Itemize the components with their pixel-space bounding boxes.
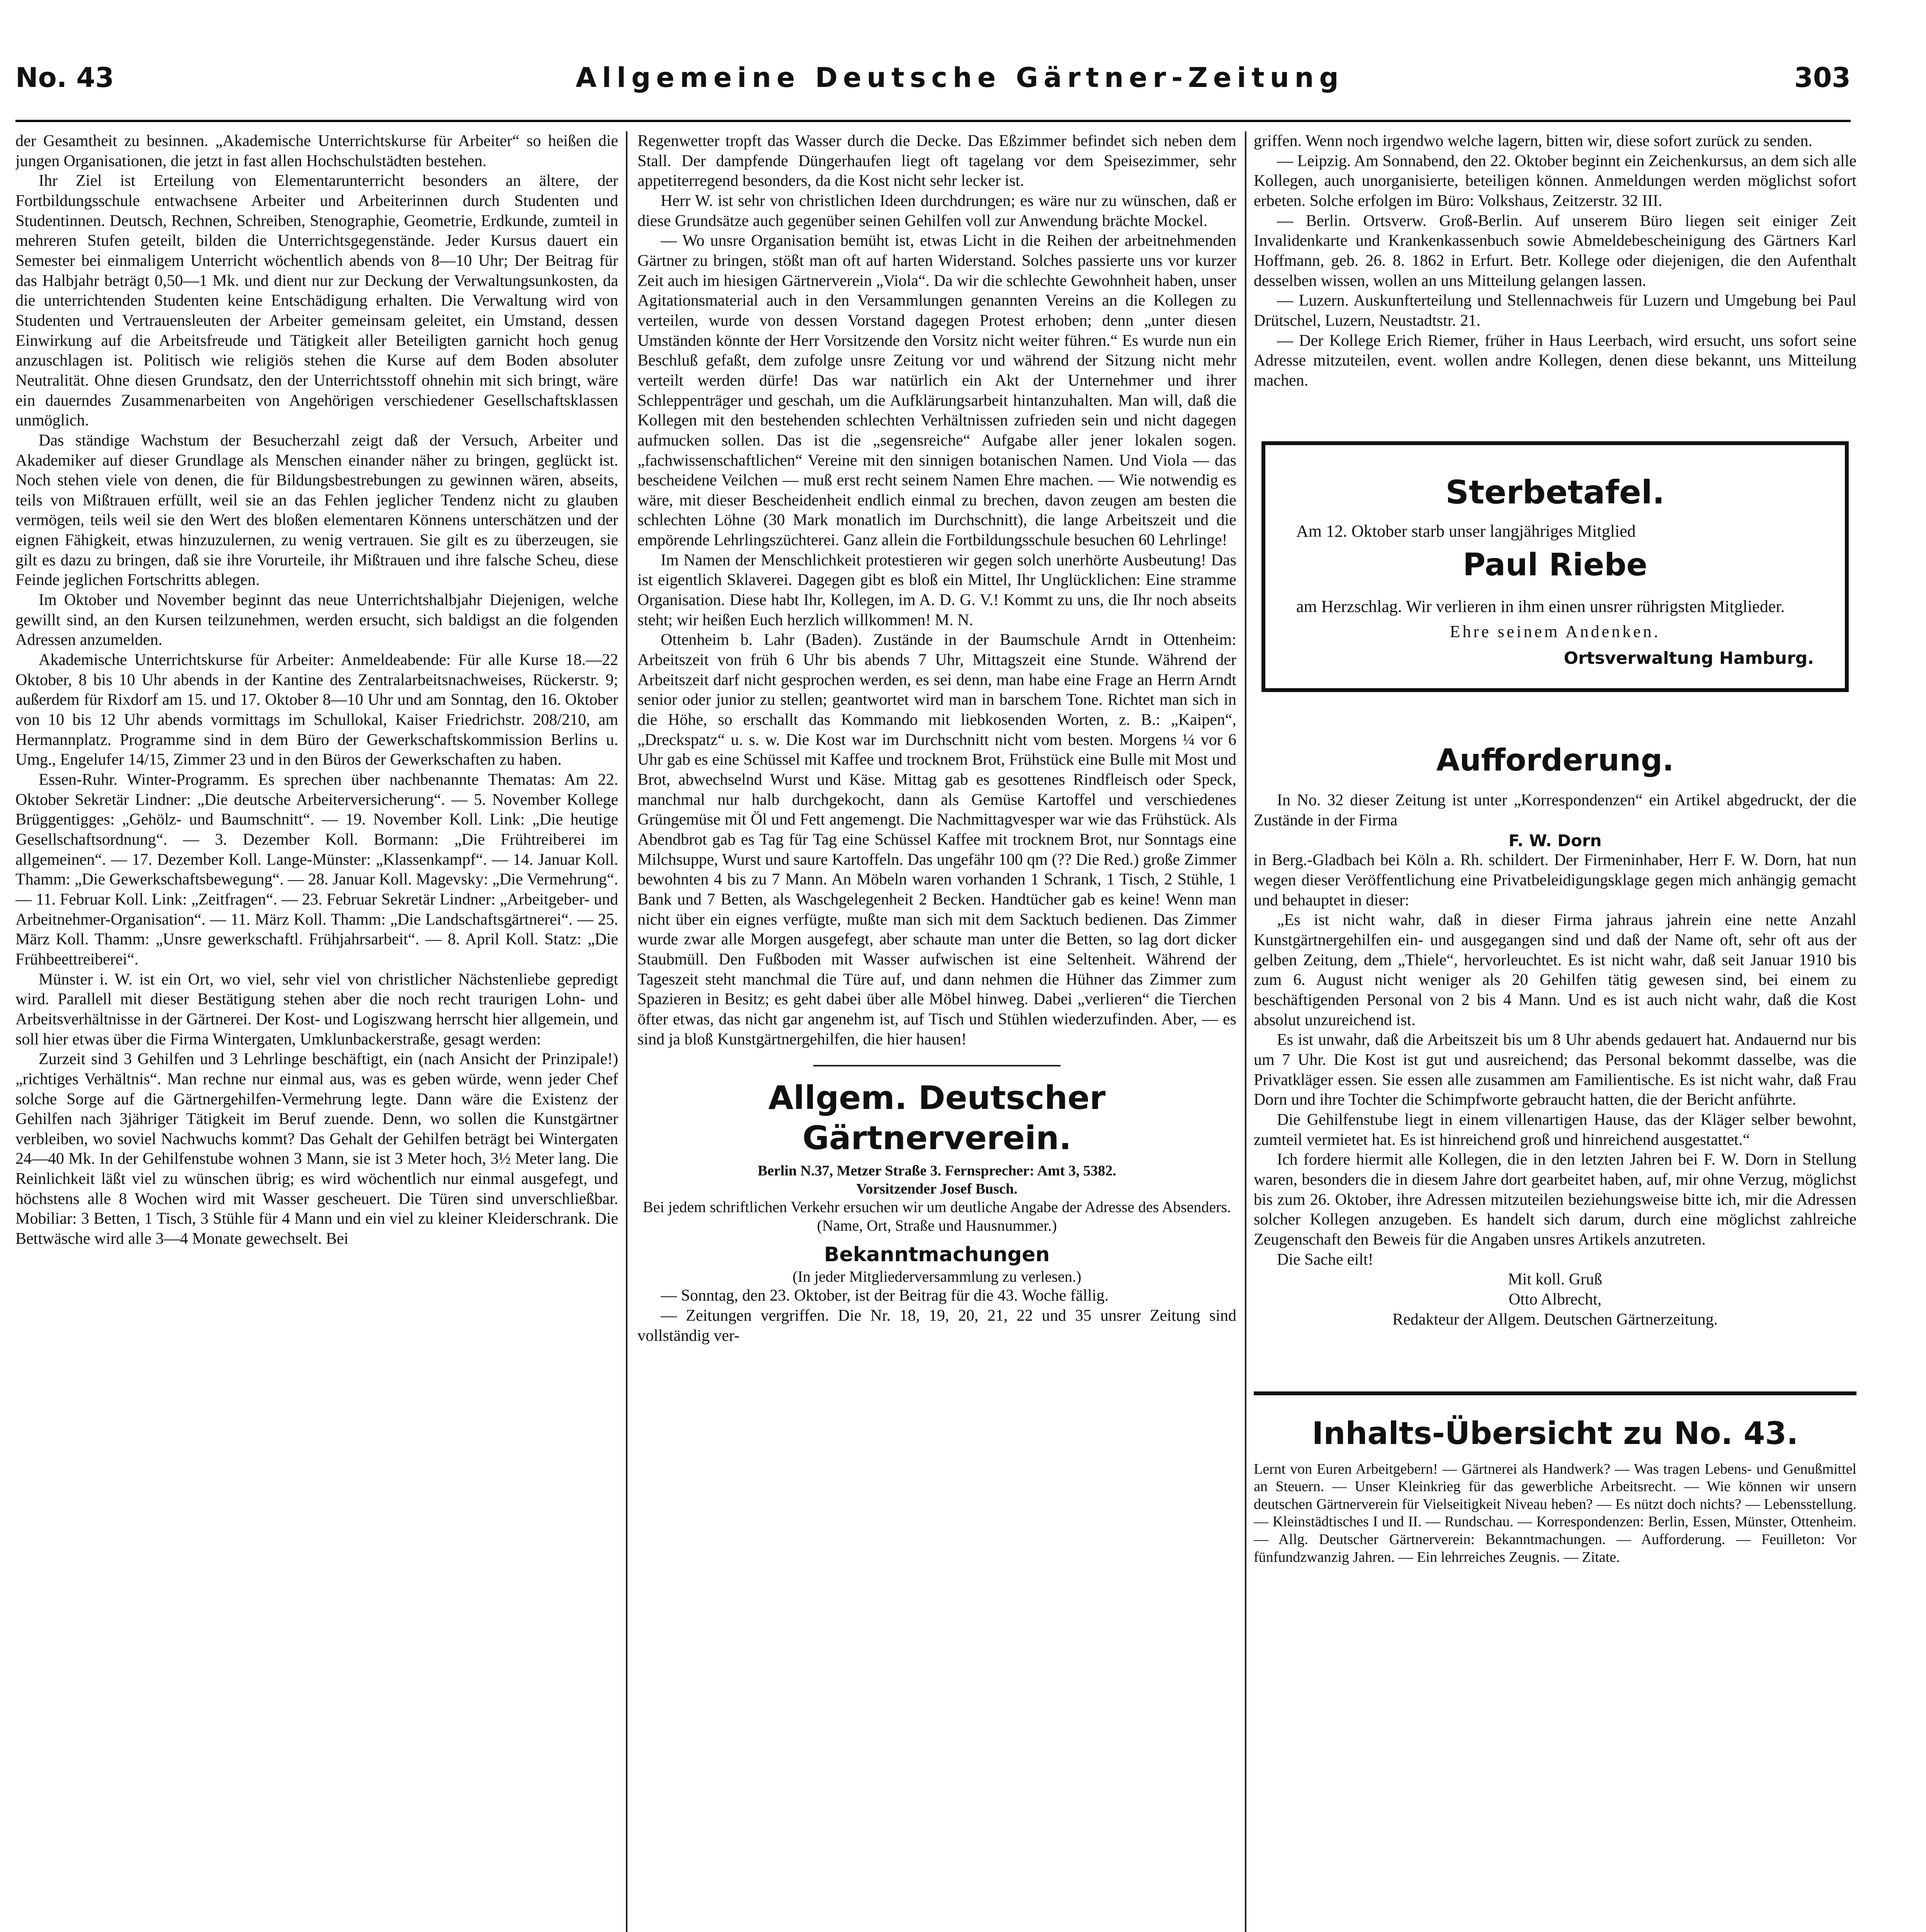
paragraph: Zurzeit sind 3 Gehilfen und 3 Lehrlinge beschäftigt, ein (nach Ansicht der Prinzipale!) „richtiges Verhältnis“. Man rechne nur einmal aus, was es geben würde, wenn jeder Chef solche Sorge auf die Gärtnergehilfen-Vermehrung legte. Dann wäre die Existenz der Gehilfen nach 3jähriger Tätigkeit im Beruf zuende. Denn, wo sollen die Kunstgärtner verbleiben, wo soviel Nachwuchs kommt? Das Gehalt der Gehilfen beträgt bei Wintergaten 24—40 Mk. In der Gehilfenstube wohnen 3 Mann, sie ist 3 Meter hoch, 3½ Meter lang. Die Reinlichkeit läßt viel zu wünschen übrig; es wird wöchentlich nur einmal ausgefegt, und höchstens alle 8 Wochen wird mit Wasser gescheuert. Die Türen sind unverschließbar. Mobiliar: 3 Betten, 1 Tisch, 3 Stühle für 4 Mann und ein viel zu kleiner Kleiderschrank. Die Bettwäsche wird alle 3—4 Monate gewechselt. Bei xyxy=(15,1050,618,1248)
page-number: 303 xyxy=(1794,62,1851,94)
issue-number: No. 43 xyxy=(15,62,114,94)
obituary-line: Am 12. Oktober starb unser langjähriges Mitglied xyxy=(1296,521,1636,541)
paragraph: „Es ist nicht wahr, daß in dieser Firma jahraus jahrein eine nette Anzahl Kunstgärtnergehilfen ein- und ausgegangen sind und daß der Name oft, sehr oft aus der gelben Zeitung, dem „Thiele“, hervorleuchtet. Es ist nicht wahr, daß seit Januar 1910 bis zum 6. August nicht weniger als 20 Gehilfen tätig gewesen sind, bei einem zu beschäftigenden Personal von 2 bis 4 Mann. Und es ist auch nicht wahr, daß die Kost absolut unzureichend ist. xyxy=(1254,911,1856,1029)
paragraph: griffen. Wenn noch irgendwo welche lagern, bitten wir, diese sofort zurück zu senden. xyxy=(1254,132,1812,150)
notice-note: Bei jedem schriftlichen Verkehr ersuchen wir um deutliche Angabe der Adresse des Absenders. (Name, Ort, Straße und Hausnummer.) xyxy=(643,1198,1231,1235)
paragraph: Ottenheim b. Lahr (Baden). Zustände in der Baumschule Arndt in Ottenheim: Arbeitszeit von früh 6 Uhr bis abends 7 Uhr, Mittagszeit eine Stunde. Während der Arbeitszeit darf nicht gesprochen werden, es sei denn, man habe eine Frage an Herrn Arndt senior oder junior zu stellen; geantwortet wird man in barschem Tone. Richtet man sich in die Höhe, so erschallt das Kommando mit liebkosenden Worten, z. B.: „Kaipen“, „Dreckspatz“ u. s. w. Die Kost war im Durchschnitt nicht vom besten. Morgens ¼ vor 6 Uhr gab es eine Schüssel mit Kaffee und trocknem Brot, Frühstück eine Bulle mit Most und Brot, abwechselnd Wurst und Käse. Mittag gab es gesottenes Rindfleisch oder Speck, manchmal nur halb durchgekocht, dann als Gemüse Kartoffel und verschiedenes Grüngemüse mit Öl und Fett angemengt. Die Nachmittagvesper war wie das Frühstück. Als Abendbrot gab es Tag für Tag eine Schüssel Kaffee mit trocknem Brot, nur Sonntags eine Milchsuppe, Wurst und saure Kartoffeln. Das ungefähr 100 qm (?? Die Red.) große Zimmer bewohnten 4 bis zu 7 Mann. An Möbeln waren vorhanden 1 Schrank, 1 Tisch, 2 Stühle, 1 Bank und 7 Betten, als Waschgelegenheit 2 Becken. Handtücher gab es keine! Wenn man nicht über ein eignes verfügte, mußte man sich mit dem Sacktuch bedienen. Das Zimmer wurde zwar alle Morgen ausgefegt, aber schaute man unter die Betten, so lag dort dicker Staubmüll. Den Fußboden mit Wasser aufwischen ist eine Seltenheit. Während der Tageszeit steht manchmal die Türe auf, und dann nehmen die Hühner das Zimmer zum Spazieren in Besitz; es geht dabei über alle Möbel hinweg. Dabei „verlieren“ die Tierchen öfter etwas, das nicht gar angenehm ist, auf Tisch und Stühlen wiederzufinden. Aber, — es sind ja bloß Kunstgärtnergehilfen, die hier hausen! xyxy=(637,631,1236,1048)
obituary-line: am Herzschlag. Wir verlieren in ihm einen unsrer rührigsten Mitglieder. xyxy=(1296,597,1785,616)
column-rule xyxy=(1245,131,1246,1932)
paragraph: — Luzern. Auskunfterteilung und Stellennachweis für Luzern und Umgebung bei Paul Drütschel, Luzern, Neustadtstr. 21. xyxy=(1254,292,1856,330)
obituary-honor: Ehre seinem Andenken. xyxy=(1450,622,1661,641)
signatory-role: Redakteur der Allgem. Deutschen Gärtnerzeitung. xyxy=(1392,1310,1718,1328)
notice-chair: Vorsitzender Josef Busch. xyxy=(856,1180,1018,1197)
newspaper-title: Allgemeine Deutsche Gärtner-Zeitung xyxy=(576,62,1344,94)
paragraph: — Leipzig. Am Sonnabend, den 22. Oktober beginnt ein Zeichenkursus, an dem sich alle Kollegen, auch unorganisierte, beteiligen können. Anmeldungen werden möglichst sofort erbeten. Solche erfolgen im Büro: Volkshaus, Zeitzerstr. 32 III. xyxy=(1254,152,1856,210)
paragraph: in Berg.-Gladbach bei Köln a. Rh. schildert. Der Firmeninhaber, Herr F. W. Dorn, hat nun wegen dieser Veröffentlichung eine Privatbeleidigungsklage gegen mich anhängig gemacht und behauptet in dieser: xyxy=(1254,851,1856,909)
column-right xyxy=(1254,131,1856,1932)
paragraph: Essen-Ruhr. Winter-Programm. Es sprechen über nachbenannte Thematas: Am 22. Oktober Sekretär Lindner: „Die deutsche Arbeiterversicherung“. — 5. November Kollege Brüggentigges: „Gehölz- und Baumschnitt“. — 19. November Koll. Link: „Die heutige Gesellschaftsordnung“. — 3. Dezember Koll. Bormann: „Die Frühtreiberei im allgemeinen“. — 17. Dezember Koll. Lange-Münster: „Klassenkampf“. — 14. Januar Koll. Thamm: „Die Gewerkschaftsbewegung“. — 28. Januar Koll. Magevsky: „Die Vermehrung“. — 11. Februar Koll. Link: „Zeitfragen“. — 23. Februar Sekretär Lindner: „Arbeitgeber- und Arbeitnehmer-Organisation“. — 11. März Koll. Thamm: „Die Landschaftsgärtnerei“. — 25. März Koll. Thamm: „Unsre gewerkschaftl. Frühjahrsarbeit“. — 8. April Koll. Statz: „Die Frühbeettreiberei“. xyxy=(15,771,618,968)
firm-name: F. W. Dorn xyxy=(1508,831,1602,850)
paragraph: Regenwetter tropft das Wasser durch die Decke. Das Eßzimmer befindet sich neben dem Stall. Der dampfende Düngerhaufen liegt oft tagelang vor dem Speisezimmer, sehr appetiterregend besonders, da die Kost nicht sehr lecker ist. xyxy=(637,132,1236,190)
paragraph: — Berlin. Ortsverw. Groß-Berlin. Auf unserem Büro liegen seit einiger Zeit Invalidenkarte und Krankenkassenbuch sowie Abmeldebescheinigung des Gärtners Karl Hoffmann, geb. 26. 8. 1862 in Erfurt. Betr. Kollege oder diejenigen, die den Aufenthalt desselben wissen, wollen an uns Mitteilung gelangen lassen. xyxy=(1254,212,1856,290)
notice-subtitle: Bekanntmachungen xyxy=(824,1243,1050,1267)
separator-rule xyxy=(813,1065,1061,1066)
notice-title: Allgem. Deutscher Gärtnerverein. xyxy=(768,1079,1106,1157)
paragraph: Das ständige Wachstum der Besucherzahl zeigt daß der Versuch, Arbeiter und Akademiker auf dieser Grundlage als Menschen einander näher zu bringen, geglückt ist. Noch stehen viele von denen, die für Bildungsbestrebungen zu gewinnen wären, abseits, teils von Mißtrauen erfüllt, weil sie an das Fehlen jeglicher Tendenz nicht zu glauben vermögen, teils weil sie den Wert des bloßen elementaren Könnens unterschätzen und der eignen Fähigkeit, etwas hinzuzulernen, zu wenig vertrauen. Sie gilt es zu überzeugen, sie gilt es dazu zu bringen, daß sie ihre Vorurteile, ihr Mißtrauen und ihre falsche Scheu, diese Feinde jeglichen Fortschritts ablegen. xyxy=(15,431,618,589)
column-left xyxy=(15,131,618,1932)
obituary-signature: Ortsverwaltung Hamburg. xyxy=(1564,648,1814,668)
paragraph: Es ist unwahr, daß die Arbeitszeit bis um 8 Uhr abends gedauert hat. Andauernd nur bis um 7 Uhr. Die Kost ist gut und ausreichend; das Personal bekommt dasselbe, was die Privatkläger essen. Sie essen alle zusammen am Familientische. Es ist nicht wahr, daß Frau Dorn und ihre Tochter die Schimpfworte gebraucht hatten, die der Bericht anführte. xyxy=(1254,1031,1856,1109)
paragraph: — Zeitungen vergriffen. Die Nr. 18, 19, 20, 21, 22 und 35 unsrer Zeitung sind vollständig ver- xyxy=(637,1306,1236,1345)
signatory-name: Otto Albrecht, xyxy=(1508,1290,1602,1308)
notice-subnote: (In jeder Mitgliederversammlung zu verlesen.) xyxy=(792,1268,1081,1286)
column-middle xyxy=(637,131,1236,1932)
paragraph: In No. 32 dieser Zeitung ist unter „Korrespondenzen“ ein Artikel abgedruckt, der die Zustände in der Firma xyxy=(1254,791,1856,830)
paragraph: Die Sache eilt! xyxy=(1277,1250,1374,1269)
obituary-name: Paul Riebe xyxy=(1463,546,1647,583)
toc-title: Inhalts-Übersicht zu No. 43. xyxy=(1312,1415,1799,1452)
page-header xyxy=(15,62,1851,122)
closing-greeting: Mit koll. Gruß xyxy=(1508,1270,1602,1289)
table-of-contents xyxy=(1254,1391,1856,1566)
request-title: Aufforderung. xyxy=(1436,743,1674,778)
paragraph: — Wo unsre Organisation bemüht ist, etwas Licht in die Reihen der arbeitnehmenden Gärtner zu bringen, stößt man oft auf harten Widerstand. Solches passierte uns vor kurzer Zeit auch im hiesigen Gärtnerverein „Viola“. Da wir die schlechte Gewohnheit haben, unser Agitationsmaterial auch in den Versammlungen genannten Vereins an die Kollegen zu verteilen, wurde von dessen Vorstand dagegen Protest erhoben; denn „unter diesen Umständen könnte der Herr Vorsitzende den Vorsitz nicht weiter führen.“ Es wurde nun ein Beschluß gefaßt, dem zufolge unsre Zeitung vor und während der Sitzung nicht mehr verteilt werden dürfe! Das war natürlich ein Akt der Unternehmer und ihrer Schleppenträger und geschah, um die Aufklärungsarbeit hintanzuhalten. Man will, daß die Kollegen mit den bestehenden schlechten Verhältnissen zufrieden sein und nicht dagegen aufmucken sollen. Das ist die „segensreiche“ Aufgabe aller jener lokalen sogen. „fachwissenschaftlichen“ Vereine mit den sinnigen botanischen Namen. Und Viola — das bescheidene Veilchen — muß erst recht seinem Namen Ehre machen. — Wie notwendig es wäre, mit dieser Bescheidenheit endlich einmal zu brechen, davon zeugen am besten die schlechten Löhne (30 Mark monatlich im Durchschnitt), die lange Arbeitszeit und die empörende Lehrlingszüchterei. Ganz allein die Fortbildungsschule besuchen 60 Lehrlinge! xyxy=(637,232,1236,549)
paragraph: Im Namen der Menschlichkeit protestieren wir gegen solch unerhörte Ausbeutung! Das ist eigentlich Sklaverei. Dagegen gibt es bloß ein Mittel, Ihr Unglücklichen: Eine stramme Organisation. Diese habt Ihr, Kollegen, im A. D. G. V.! Kommt zu uns, die Ihr noch abseits steht; wir heißen Euch herzlich willkommen! M. N. xyxy=(637,551,1236,629)
obituary-box xyxy=(1261,441,1849,692)
column-rule xyxy=(626,131,627,1932)
paragraph: Die Gehilfenstube liegt in einem villenartigen Hause, das der Kläger selber bewohnt, zumteil vermietet hat. Es ist hinreichend groß und hinreichend ausgestattet.“ xyxy=(1254,1111,1856,1149)
paragraph: — Sonntag, den 23. Oktober, ist der Beitrag für die 43. Woche fällig. xyxy=(661,1287,1109,1305)
request-section xyxy=(1254,742,1856,1330)
paragraph: Ich fordere hiermit alle Kollegen, die in den letzten Jahren bei F. W. Dorn in Stellung waren, besonders die in diesem Jahre dort gearbeitet haben, auf, mir ohne Verzug, möglichst bis zum 26. Oktober, ihre Adressen mitzuteilen beziehungsweise bitte ich, mir die Adressen solcher Kollegen anzugeben. Es handelt sich darum, durch eine möglichst zahlreiche Zeugenschaft den Beweis für die Angaben unsres Artikels anzutreten. xyxy=(1254,1151,1856,1248)
paragraph: — Der Kollege Erich Riemer, früher in Haus Leerbach, wird ersucht, uns sofort seine Adresse mitzuteilen, event. wollen andre Kollegen, denen diese bekannt, uns Mitteilung machen. xyxy=(1254,332,1856,389)
paragraph: Ihr Ziel ist Erteilung von Elementarunterricht besonders an ältere, der Fortbildungsschule entwachsene Arbeiter und Arbeiterinnen durch Studenten und Studentinnen. Deutsch, Rechnen, Schreiben, Stenographie, Geometrie, Erdkunde, zumteil in mehreren Stufen geteilt, bilden die Unterrichtsgegenstände. Jeder Kursus dauert ein Semester bei einmaligem Unterricht wöchentlich abends von 8—10 Uhr; Der Beitrag für das Halbjahr beträgt 0,50—1 Mk. und dient nur zur Deckung der Verwaltungsunkosten, da die unterrichtenden Studenten keine Entschädigung erhalten. Die Verwaltung wird von Studenten und Vertrauensleuten der Arbeiter gemeinsam geleitet, ein Umstand, dessen Einwirkung auf die Arbeitsfreude und Tätigkeit aller Beteiligten garnicht hoch genug anzuschlagen ist. Politisch wie religiös stehen die Kurse auf dem Boden absoluter Neutralität. Ohne diesen Grundsatz, den der Unterrichtsstoff ohnehin mit sich bringt, wäre ein dauerndes Zusammenarbeiten von Angehörigen verschiedener Gesellschaftsklassen unmöglich. xyxy=(15,172,618,430)
association-notice xyxy=(637,1078,1236,1346)
obituary-title: Sterbetafel. xyxy=(1445,473,1665,511)
toc-text: Lernt von Euren Arbeitgebern! — Gärtnerei als Handwerk? — Was tragen Lebens- und Genußmittel an Steuern. — Unser Kleinkrieg für das gewerbliche Arbeitsrecht. — Wie können wir unsern deutschen Gärtnerverein für Vielseitigkeit Niveau heben? — Es nützt doch nichts? — Lebensstellung. — Kleinstädtisches I und II. — Rundschau. — Korrespondenzen: Berlin, Essen, Münster, Ottenheim. — Allg. Deutscher Gärtnerverein: Bekanntmachungen. — Aufforderung. — Feuilleton: Vor fünfundzwanzig Jahren. — Ein lehrreiches Zeugnis. — Zitate. xyxy=(1254,1461,1856,1565)
paragraph: Münster i. W. ist ein Ort, wo viel, sehr viel von christlicher Nächstenliebe gepredigt wird. Parallell mit dieser Bestätigung stehen aber die noch recht traurigen Lohn- und Arbeitsverhältnisse in der Gärtnerei. Der Kost- und Logiszwang herrscht hier allgemein, und soll hier etwas über die Firma Wintergaten, Umklunbackerstraße, gesagt werden: xyxy=(15,970,618,1048)
notice-address: Berlin N.37, Metzer Straße 3. Fernsprecher: Amt 3, 5382. xyxy=(757,1162,1117,1179)
paragraph: Akademische Unterrichtskurse für Arbeiter: Anmeldeabende: Für alle Kurse 18.—22 Oktober, 8 bis 10 Uhr abends in der Kantine des Zentralarbeitsnachweises, Rückerstr. 9; außerdem für Rixdorf am 15. und 17. Oktober 8—10 Uhr und am Sonntag, den 16. Oktober von 10 bis 12 Uhr abends vormittags im Schullokal, Kaiser Friedrichstr. 208/210, am Hermannplatz. Programme sind in dem Büro der Gewerkschaftskommission Berlins u. Umg., Engelufer 14/15, Zimmer 23 und in den Büros der Gewerkschaften zu haben. xyxy=(15,651,618,769)
paragraph: Herr W. ist sehr von christlichen Ideen durchdrungen; es wäre nur zu wünschen, daß er diese Grundsätze auch gegenüber seinen Gehilfen voll zur Anwendung brächte Mockel. xyxy=(637,192,1236,230)
paragraph: der Gesamtheit zu besinnen. „Akademische Unterrichtskurse für Arbeiter“ so heißen die jungen Organisationen, die jetzt in fast allen Hochschulstädten bestehen. xyxy=(15,132,618,170)
paragraph: Im Oktober und November beginnt das neue Unterrichtshalbjahr Diejenigen, welche gewillt sind, an den Kursen teilzunehmen, werden ersucht, sich baldigst an die folgenden Adressen anzumelden. xyxy=(15,591,618,649)
